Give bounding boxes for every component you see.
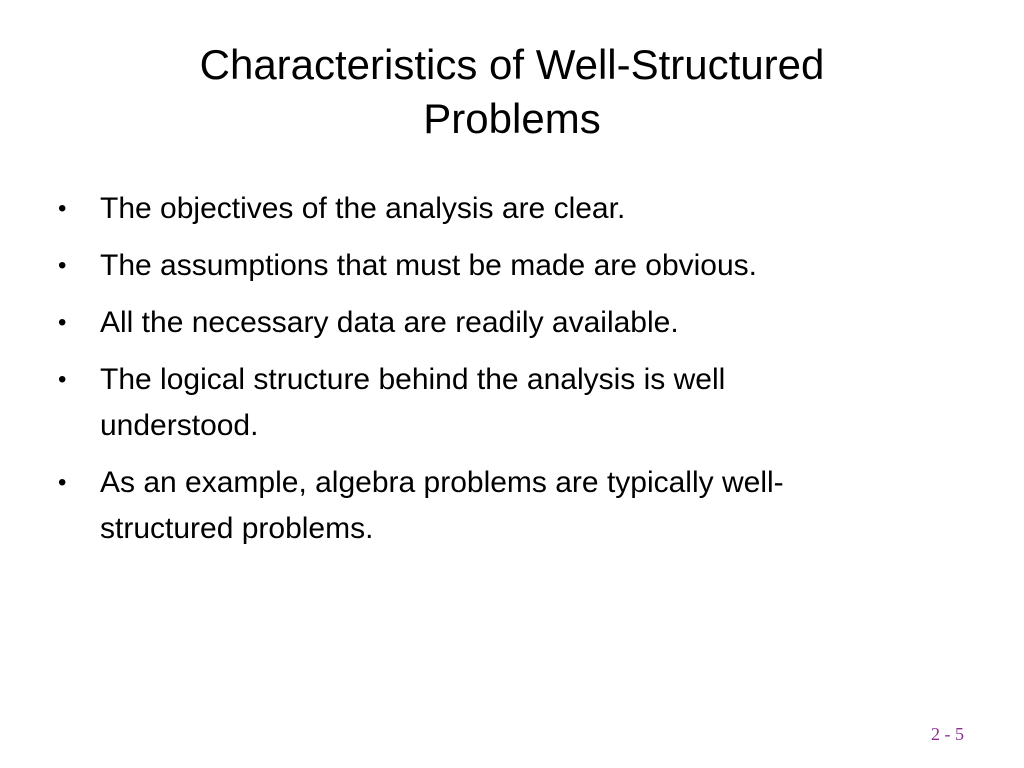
bullet-item-4 xyxy=(58,357,958,449)
bullet-item-1 xyxy=(58,186,958,232)
bullet-icon: • xyxy=(58,366,67,393)
bullet-icon: • xyxy=(58,309,67,336)
bullet-item-3 xyxy=(58,300,958,346)
slide-title-line-2: Problems xyxy=(423,95,601,142)
bullet-item-2 xyxy=(58,243,958,289)
bullet-icon: • xyxy=(58,469,67,496)
bullet-text-line-2: structured problems. xyxy=(100,512,374,545)
bullet-text-line-2: understood. xyxy=(100,409,259,442)
slide-title-line-1: Characteristics of Well-Structured xyxy=(199,41,825,88)
slide-title xyxy=(100,38,924,146)
bullet-icon: • xyxy=(58,252,67,279)
bullet-item-5 xyxy=(58,460,958,552)
bullet-list xyxy=(58,186,958,563)
bullet-text: All the necessary data are readily available. xyxy=(100,306,679,339)
bullet-text: The assumptions that must be made are obvious. xyxy=(100,249,758,282)
bullet-icon: • xyxy=(58,195,67,222)
bullet-text: The objectives of the analysis are clear. xyxy=(100,192,626,225)
bullet-text-line-1: As an example, algebra problems are typically well- xyxy=(100,466,784,499)
slide-number: 2 - 5 xyxy=(931,724,964,744)
bullet-text-line-1: The logical structure behind the analysis is well xyxy=(100,363,726,396)
